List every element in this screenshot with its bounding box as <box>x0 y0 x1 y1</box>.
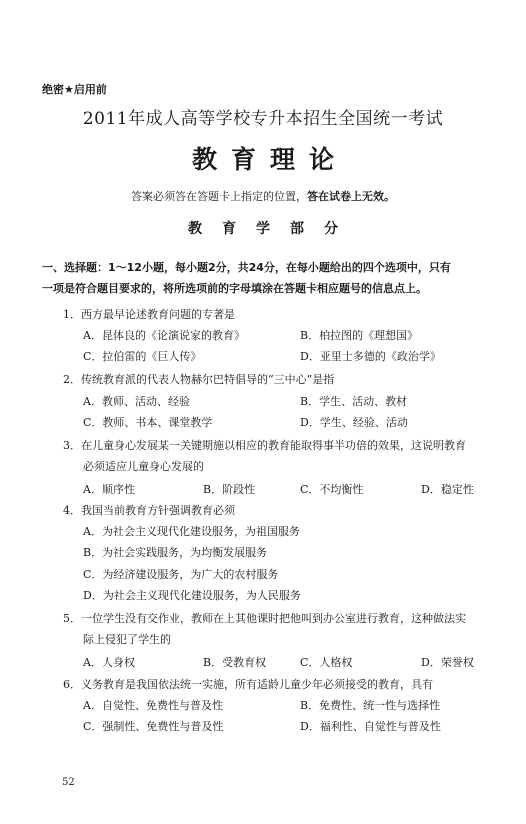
part-title: 教育学部分 <box>188 221 358 237</box>
question-option: B．免费性、统一性与选择性 <box>300 699 441 712</box>
question-option: D．为社会主义现代化建设服务，为人民服务 <box>83 589 301 602</box>
question-option: A．昆体良的《论演说家的教育》 <box>83 329 245 342</box>
confidential-label: 绝密★启用前 <box>42 83 107 96</box>
question-stem: 4．我国当前教育方针强调教育必须 <box>63 504 235 517</box>
question-option: B．为社会实践服务，为均衡发展服务 <box>83 546 268 559</box>
question-option: C．人格权 <box>300 656 353 669</box>
exam-title: 2011年成人高等学校专升本招生全国统一考试 <box>82 109 444 129</box>
question-option: D．荣誉权 <box>421 656 474 669</box>
page-number: 52 <box>62 777 75 788</box>
question-option: A．人身权 <box>83 656 135 669</box>
question-option: B．柏拉图的《理想国》 <box>300 329 419 342</box>
question-option: C．拉伯雷的《巨人传》 <box>83 350 202 363</box>
question-stem: 1．西方最早论述教育问题的专著是 <box>63 308 235 321</box>
question-stem: 6．义务教育是我国依法统一实施，所有适龄儿童少年必须接受的教育，具有 <box>63 678 433 691</box>
question-option: C．教师、书本、课堂教学 <box>83 416 213 429</box>
question-stem-continued: 必须适应儿童身心发展的 <box>83 460 204 473</box>
question-stem: 2．传统教育派的代表人物赫尔巴特倡导的“三中心”是指 <box>63 373 335 386</box>
question-option: D．稳定性 <box>421 483 474 496</box>
answer-notice-text: 答案必须答在答题卡上指定的位置， <box>131 190 307 203</box>
question-option: B．学生、活动、教材 <box>300 395 408 408</box>
question-option: A．顺序性 <box>83 483 135 496</box>
question-option: B．受教育权 <box>203 656 267 669</box>
question-option: A．为社会主义现代化建设服务，为祖国服务 <box>83 525 300 538</box>
answer-notice <box>0 188 526 204</box>
question-option: A．教师、活动、经验 <box>83 395 190 408</box>
question-option: A．自觉性、免费性与普及性 <box>83 699 223 712</box>
question-option: D．福利性、自觉性与普及性 <box>300 720 441 733</box>
question-stem: 5．一位学生没有交作业，教师在上其他课时把他叫到办公室进行教育，这种做法实 <box>63 612 466 625</box>
subject-title: 教育理论 <box>191 145 348 174</box>
question-option: C．为经济建设服务，为广大的农村服务 <box>83 568 279 581</box>
question-option: C．不均衡性 <box>300 483 364 496</box>
question-option: D．亚里士多德的《政治学》 <box>300 350 441 363</box>
section-instruction-line-2: 一项是符合题目要求的，将所选项前的字母填涂在答题卡相应题号的信息点上。 <box>42 282 427 295</box>
question-option: D．学生、经验、活动 <box>300 416 408 429</box>
question-option: C．强制性、免费性与普及性 <box>83 720 224 733</box>
question-stem-continued: 际上侵犯了学生的 <box>83 633 171 646</box>
question-stem: 3．在儿童身心发展某一关键期施以相应的教育能取得事半功倍的效果，这说明教育 <box>63 439 466 452</box>
section-instruction-line-1: 一、选择题：1～12小题，每小题2分，共24分，在每小题给出的四个选项中，只有 <box>42 261 451 274</box>
answer-notice-emphasis: 答在试卷上无效。 <box>307 190 395 203</box>
question-option: B．阶段性 <box>203 483 256 496</box>
